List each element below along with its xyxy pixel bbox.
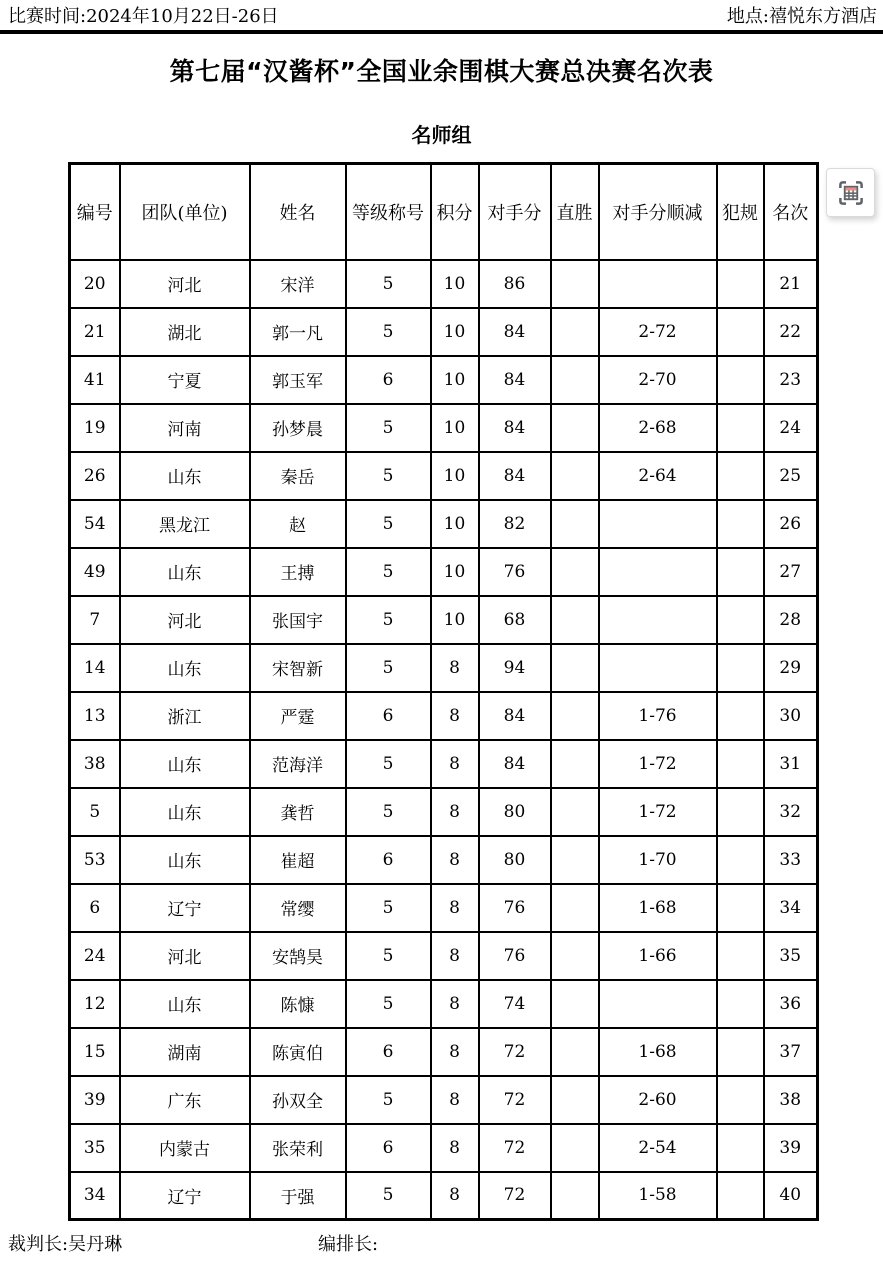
cell: 崔超 <box>250 836 346 884</box>
results-table <box>68 162 819 1221</box>
cell: 5 <box>346 644 431 692</box>
cell: 孙梦晨 <box>250 404 346 452</box>
cell: 72 <box>479 1076 551 1124</box>
cell: 辽宁 <box>120 1172 250 1220</box>
cell: 严霆 <box>250 692 346 740</box>
cell <box>717 356 764 404</box>
cell: 5 <box>346 548 431 596</box>
cell: 14 <box>70 644 120 692</box>
cell: 68 <box>479 596 551 644</box>
cell: 河北 <box>120 932 250 980</box>
cell: 35 <box>764 932 818 980</box>
cell: 河南 <box>120 404 250 452</box>
cell: 5 <box>346 1076 431 1124</box>
cell: 2-70 <box>599 356 717 404</box>
cell <box>717 692 764 740</box>
cell: 8 <box>431 884 479 932</box>
cell: 宋智新 <box>250 644 346 692</box>
cell: 8 <box>431 932 479 980</box>
cell: 74 <box>479 980 551 1028</box>
cell: 1-66 <box>599 932 717 980</box>
cell: 1-68 <box>599 1028 717 1076</box>
chief-referee: 裁判长:吴丹琳 <box>8 1234 123 1255</box>
cell: 10 <box>431 356 479 404</box>
cell: 山东 <box>120 644 250 692</box>
cell: 38 <box>764 1076 818 1124</box>
cell <box>551 980 599 1028</box>
cell: 5 <box>346 932 431 980</box>
cell <box>717 548 764 596</box>
cell: 24 <box>764 404 818 452</box>
cell: 15 <box>70 1028 120 1076</box>
table-row <box>70 884 818 932</box>
cell: 湖南 <box>120 1028 250 1076</box>
competition-time: 比赛时间:2024年10月22日-26日 <box>8 6 279 27</box>
cell: 35 <box>70 1124 120 1172</box>
table-row <box>70 404 818 452</box>
cell <box>551 1028 599 1076</box>
cell <box>599 644 717 692</box>
table-row <box>70 644 818 692</box>
cell <box>551 932 599 980</box>
cell: 30 <box>764 692 818 740</box>
cell: 2-60 <box>599 1076 717 1124</box>
cell <box>717 308 764 356</box>
cell: 1-70 <box>599 836 717 884</box>
table-row <box>70 596 818 644</box>
cell <box>599 548 717 596</box>
cell: 25 <box>764 452 818 500</box>
cell: 1-58 <box>599 1172 717 1220</box>
cell: 5 <box>346 1172 431 1220</box>
cell: 28 <box>764 596 818 644</box>
cell: 33 <box>764 836 818 884</box>
cell: 40 <box>764 1172 818 1220</box>
cell: 80 <box>479 836 551 884</box>
header-divider <box>0 30 883 34</box>
cell: 20 <box>70 260 120 308</box>
meta-row <box>8 4 877 30</box>
cell: 12 <box>70 980 120 1028</box>
cell: 34 <box>764 884 818 932</box>
cell: 38 <box>70 740 120 788</box>
table-row <box>70 500 818 548</box>
cell: 安鹄昊 <box>250 932 346 980</box>
table-row <box>70 836 818 884</box>
cell: 宋洋 <box>250 260 346 308</box>
cell: 39 <box>70 1076 120 1124</box>
cell: 19 <box>70 404 120 452</box>
table-row <box>70 356 818 404</box>
cell: 6 <box>346 692 431 740</box>
cell <box>717 404 764 452</box>
cell: 10 <box>431 452 479 500</box>
cell: 浙江 <box>120 692 250 740</box>
cell <box>551 596 599 644</box>
cell <box>717 836 764 884</box>
cell <box>551 740 599 788</box>
cell: 8 <box>431 980 479 1028</box>
cell: 山东 <box>120 836 250 884</box>
cell: 36 <box>764 980 818 1028</box>
cell: 6 <box>346 1028 431 1076</box>
cell: 84 <box>479 308 551 356</box>
cell <box>717 452 764 500</box>
cell <box>717 500 764 548</box>
cell: 8 <box>431 692 479 740</box>
cell: 山东 <box>120 788 250 836</box>
cell: 49 <box>70 548 120 596</box>
cell: 13 <box>70 692 120 740</box>
cell: 76 <box>479 884 551 932</box>
cell: 8 <box>431 836 479 884</box>
cell: 94 <box>479 644 551 692</box>
cell: 内蒙古 <box>120 1124 250 1172</box>
table-row <box>70 1172 818 1220</box>
cell: 5 <box>346 308 431 356</box>
cell: 河北 <box>120 596 250 644</box>
cell: 31 <box>764 740 818 788</box>
cell <box>551 788 599 836</box>
cell: 37 <box>764 1028 818 1076</box>
cell <box>599 980 717 1028</box>
table-row <box>70 308 818 356</box>
cell <box>717 788 764 836</box>
cell: 22 <box>764 308 818 356</box>
cell: 8 <box>431 1028 479 1076</box>
table-row <box>70 692 818 740</box>
column-header: 对手分顺减 <box>599 164 717 260</box>
column-header: 直胜 <box>551 164 599 260</box>
cell: 山东 <box>120 452 250 500</box>
column-header: 积分 <box>431 164 479 260</box>
cell: 赵 <box>250 500 346 548</box>
cell <box>551 1076 599 1124</box>
cell: 72 <box>479 1028 551 1076</box>
group-title: 名师组 <box>411 123 472 147</box>
cell: 41 <box>70 356 120 404</box>
cell: 7 <box>70 596 120 644</box>
cell <box>599 596 717 644</box>
cell: 10 <box>431 404 479 452</box>
cell: 陈慷 <box>250 980 346 1028</box>
cell: 郭玉军 <box>250 356 346 404</box>
table-row <box>70 1076 818 1124</box>
cell: 范海洋 <box>250 740 346 788</box>
table-row <box>70 1124 818 1172</box>
cell: 5 <box>346 500 431 548</box>
cell: 1-76 <box>599 692 717 740</box>
cell: 6 <box>346 356 431 404</box>
cell: 76 <box>479 548 551 596</box>
table-row <box>70 788 818 836</box>
cell: 1-68 <box>599 884 717 932</box>
cell <box>551 500 599 548</box>
cell <box>551 404 599 452</box>
page-title: 第七届“汉酱杯”全国业余围棋大赛总决赛名次表 <box>169 57 714 86</box>
cell: 王搏 <box>250 548 346 596</box>
cell: 26 <box>764 500 818 548</box>
cell: 龚哲 <box>250 788 346 836</box>
cell: 53 <box>70 836 120 884</box>
cell: 8 <box>431 1172 479 1220</box>
cell: 23 <box>764 356 818 404</box>
column-header: 犯规 <box>717 164 764 260</box>
cell <box>717 740 764 788</box>
cell: 84 <box>479 356 551 404</box>
cell <box>551 884 599 932</box>
cell: 10 <box>431 260 479 308</box>
cell: 84 <box>479 740 551 788</box>
table-capture-button[interactable] <box>826 168 875 217</box>
cell: 26 <box>70 452 120 500</box>
cell: 6 <box>346 1124 431 1172</box>
cell: 82 <box>479 500 551 548</box>
cell: 34 <box>70 1172 120 1220</box>
cell <box>717 644 764 692</box>
cell: 8 <box>431 788 479 836</box>
chief-arranger: 编排长: <box>318 1234 379 1255</box>
cell: 24 <box>70 932 120 980</box>
cell: 郭一凡 <box>250 308 346 356</box>
cell: 21 <box>764 260 818 308</box>
cell: 8 <box>431 1076 479 1124</box>
cell: 5 <box>346 884 431 932</box>
cell <box>551 836 599 884</box>
cell: 29 <box>764 644 818 692</box>
cell: 2-54 <box>599 1124 717 1172</box>
cell: 80 <box>479 788 551 836</box>
cell: 2-68 <box>599 404 717 452</box>
column-header: 姓名 <box>250 164 346 260</box>
cell: 32 <box>764 788 818 836</box>
column-header: 团队(单位) <box>120 164 250 260</box>
cell: 秦岳 <box>250 452 346 500</box>
cell <box>599 500 717 548</box>
cell <box>599 260 717 308</box>
cell: 10 <box>431 596 479 644</box>
cell: 27 <box>764 548 818 596</box>
cell: 76 <box>479 932 551 980</box>
cell: 6 <box>70 884 120 932</box>
table-row <box>70 452 818 500</box>
column-header: 对手分 <box>479 164 551 260</box>
cell: 8 <box>431 1124 479 1172</box>
cell: 8 <box>431 644 479 692</box>
cell: 8 <box>431 740 479 788</box>
cell: 孙双全 <box>250 1076 346 1124</box>
cell: 10 <box>431 500 479 548</box>
cell <box>551 548 599 596</box>
cell: 山东 <box>120 980 250 1028</box>
cell: 54 <box>70 500 120 548</box>
cell: 5 <box>346 740 431 788</box>
cell <box>551 692 599 740</box>
cell <box>717 1028 764 1076</box>
cell <box>551 452 599 500</box>
cell: 2-72 <box>599 308 717 356</box>
cell <box>717 1172 764 1220</box>
cell: 1-72 <box>599 788 717 836</box>
cell: 84 <box>479 404 551 452</box>
cell: 1-72 <box>599 740 717 788</box>
cell: 84 <box>479 692 551 740</box>
cell: 辽宁 <box>120 884 250 932</box>
cell: 5 <box>346 788 431 836</box>
cell: 6 <box>346 836 431 884</box>
cell: 常缨 <box>250 884 346 932</box>
cell: 21 <box>70 308 120 356</box>
cell: 于强 <box>250 1172 346 1220</box>
cell: 10 <box>431 308 479 356</box>
venue: 地点:禧悦东方酒店 <box>726 6 877 27</box>
cell: 84 <box>479 452 551 500</box>
cell: 5 <box>346 404 431 452</box>
cell <box>717 932 764 980</box>
cell: 黑龙江 <box>120 500 250 548</box>
cell <box>551 308 599 356</box>
table-row <box>70 932 818 980</box>
cell: 张国宇 <box>250 596 346 644</box>
cell <box>551 1124 599 1172</box>
cell: 86 <box>479 260 551 308</box>
cell: 39 <box>764 1124 818 1172</box>
cell: 5 <box>346 260 431 308</box>
cell <box>717 980 764 1028</box>
cell: 72 <box>479 1172 551 1220</box>
table-header-row <box>70 164 818 260</box>
table-capture-icon <box>836 178 866 208</box>
cell: 10 <box>431 548 479 596</box>
cell: 宁夏 <box>120 356 250 404</box>
cell: 72 <box>479 1124 551 1172</box>
cell <box>717 1124 764 1172</box>
cell: 山东 <box>120 548 250 596</box>
cell <box>551 260 599 308</box>
cell <box>717 1076 764 1124</box>
column-header: 名次 <box>764 164 818 260</box>
cell <box>551 356 599 404</box>
cell <box>551 644 599 692</box>
cell: 5 <box>346 980 431 1028</box>
table-row <box>70 260 818 308</box>
column-header: 编号 <box>70 164 120 260</box>
cell: 5 <box>70 788 120 836</box>
cell <box>717 260 764 308</box>
table-row <box>70 980 818 1028</box>
cell: 河北 <box>120 260 250 308</box>
cell: 张荣利 <box>250 1124 346 1172</box>
table-row <box>70 1028 818 1076</box>
cell: 5 <box>346 452 431 500</box>
column-header: 等级称号 <box>346 164 431 260</box>
cell <box>551 1172 599 1220</box>
cell: 陈寅伯 <box>250 1028 346 1076</box>
cell <box>717 596 764 644</box>
cell: 2-64 <box>599 452 717 500</box>
cell <box>717 884 764 932</box>
cell: 5 <box>346 596 431 644</box>
cell: 广东 <box>120 1076 250 1124</box>
cell: 山东 <box>120 740 250 788</box>
footer-row <box>8 1233 875 1257</box>
table-row <box>70 740 818 788</box>
cell: 湖北 <box>120 308 250 356</box>
table-row <box>70 548 818 596</box>
